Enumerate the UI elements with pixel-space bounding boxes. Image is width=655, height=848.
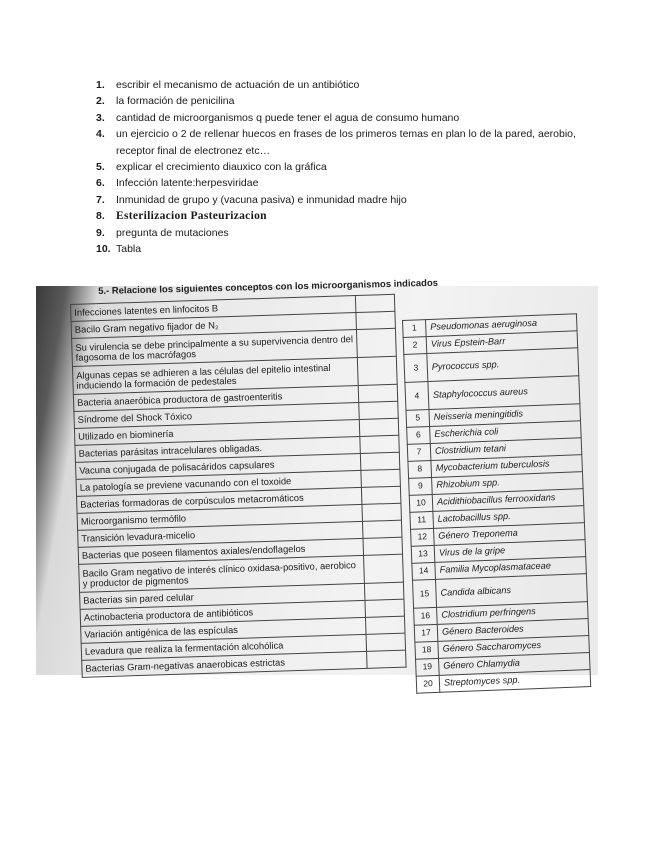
answer-cell — [364, 554, 404, 583]
organism-name: Género Saccharomyces — [438, 636, 590, 659]
organism-name: Virus de la gripe — [434, 540, 586, 563]
item-number: 5. — [96, 161, 105, 174]
organism-number: 5 — [406, 410, 430, 428]
organism-name: Candida albicans — [435, 574, 587, 608]
item-number: 1. — [96, 79, 105, 91]
item-number: 7. — [96, 193, 105, 206]
organism-number: 10 — [409, 494, 433, 512]
item-text: cantidad de microorganismos q puede tener el agua de consumo humano — [116, 111, 460, 124]
answer-cell — [365, 599, 405, 617]
answer-cell — [360, 435, 400, 453]
list-item — [96, 77, 616, 93]
answer-cell — [360, 452, 400, 470]
item-text: escribir el mecanismo de actuación de un antibiótico — [116, 79, 360, 91]
answer-cell — [367, 650, 407, 668]
organism-number: 6 — [407, 427, 431, 445]
organism-number: 16 — [414, 607, 438, 625]
organism-number: 8 — [408, 460, 432, 478]
organism-name: Neisseria meningitidis — [429, 404, 581, 427]
organism-number: 4 — [405, 382, 429, 411]
organism-number: 9 — [409, 477, 433, 495]
concept-text: Variación antigénica de las espículas — [81, 617, 366, 643]
organism-name: Pseudomonas aeruginosa — [426, 314, 578, 337]
item-number: 10. — [96, 243, 111, 256]
item-number: 4. — [96, 128, 105, 141]
item-text: pregunta de mutaciones — [116, 226, 229, 239]
item-text-continuation: receptor final de electronez etc… — [116, 144, 271, 157]
concept-text: Bacterias sin pared celular — [80, 583, 365, 609]
concepts-table — [70, 294, 407, 678]
answer-cell — [359, 418, 399, 436]
item-number: 9. — [96, 226, 105, 239]
concept-text: Utilizado en biominería — [74, 419, 359, 445]
answer-cell — [362, 503, 402, 521]
item-text: Infección latente:herpesviridae — [116, 177, 259, 190]
organism-number: 3 — [404, 354, 428, 383]
organism-name: Familia Mycoplasmataceae — [435, 557, 587, 580]
organism-name: Virus Epstein-Barr — [426, 331, 578, 354]
organism-number: 7 — [407, 444, 431, 462]
exam-question-heading: 5.- Relacione los siguientes conceptos con los microorganismos indicados — [98, 277, 439, 297]
answer-cell — [366, 633, 406, 651]
item-text: Inmunidad de grupo y (vacuna pasiva) e inmunidad madre hijo — [116, 193, 407, 206]
concept-text: Microorganismo termófilo — [77, 504, 362, 530]
list-item — [96, 93, 616, 109]
concept-text: Bacteria anaeróbica productora de gastroenteritis — [73, 385, 358, 411]
organism-number: 12 — [411, 528, 435, 546]
answer-cell — [363, 537, 403, 555]
answer-cell — [361, 486, 401, 504]
answer-cell — [358, 384, 398, 402]
organism-number: 2 — [403, 337, 427, 355]
photographed-page — [36, 277, 598, 689]
item-number: 3. — [96, 111, 105, 124]
item-text: un ejercicio o 2 de rellenar huecos en frases de los primeros temas en plan lo de la pared, aerobio, — [116, 128, 576, 141]
organism-name: Acidithiobacillus ferrooxidans — [432, 489, 584, 512]
organism-name: Pyrococcus spp. — [427, 348, 579, 382]
concept-text: Bacilo Gram negativo fijador de N₂ — [71, 313, 356, 339]
answer-cell — [364, 582, 404, 600]
concept-text: Síndrome del Shock Tóxico — [74, 402, 359, 428]
list-item — [96, 126, 616, 159]
organism-number: 11 — [410, 511, 434, 529]
question-list — [96, 77, 616, 257]
list-item — [96, 208, 616, 224]
answer-cell — [359, 401, 399, 419]
organism-name: Escherichia coli — [430, 421, 582, 444]
item-number: 2. — [96, 95, 105, 108]
concept-text: Algunas cepas se adhieren a las células del epitelio intestinal induciendo la formación de pedestales — [72, 358, 358, 395]
answer-cell — [365, 616, 405, 634]
concept-text: Bacterias formadoras de corpúsculos metacromáticos — [77, 487, 362, 513]
organism-number: 17 — [414, 624, 438, 642]
organism-name: Género Treponema — [434, 523, 586, 546]
item-number: 6. — [96, 177, 105, 190]
item-text: explicar el crecimiento diauxico con la gráfica — [116, 161, 327, 174]
organism-number: 20 — [416, 675, 440, 693]
item-text: Esterilizacion Pasteurizacion — [116, 210, 267, 223]
concept-text: Actinobacteria productora de antibióticos — [80, 600, 365, 626]
organism-number: 19 — [416, 658, 440, 676]
organism-number: 1 — [403, 320, 427, 338]
item-text: la formación de penicilina — [116, 95, 235, 108]
organism-number: 15 — [412, 579, 436, 608]
answer-cell — [356, 311, 396, 329]
concept-text: Transición levadura-micelio — [78, 521, 363, 547]
concept-text: Bacterias que poseen filamentos axiales/endoflagelos — [78, 538, 363, 564]
concept-text: Infecciones latentes en linfocitos B — [71, 296, 356, 322]
organisms-table — [402, 313, 591, 693]
organism-number: 18 — [415, 641, 439, 659]
answer-cell — [362, 520, 402, 538]
item-text: Tabla — [116, 243, 142, 256]
organism-name: Género Bacteroides — [437, 619, 589, 642]
list-item — [96, 175, 616, 191]
organism-name: Staphylococcus aureus — [428, 376, 580, 410]
answer-cell — [357, 356, 397, 385]
organism-name: Lactobacillus spp. — [433, 506, 585, 529]
concept-text: Bacilo Gram negativo de interés clínico oxidasa-positivo, aerobico y productor de pigmentos — [79, 555, 365, 592]
organism-name: Género Chlamydia — [439, 653, 591, 676]
organism-number: 13 — [411, 545, 435, 563]
organism-name: Rhizobium spp. — [432, 472, 584, 495]
concept-text: Bacterias parásitas intracelulares obligadas. — [75, 436, 360, 462]
concept-text: Bacterias Gram-negativas anaerobicas estrictas — [82, 651, 367, 677]
organism-name: Streptomyces spp. — [439, 670, 591, 693]
item-number: 8. — [96, 210, 105, 223]
list-item — [96, 225, 616, 241]
answer-cell — [355, 294, 395, 312]
list-item — [96, 159, 616, 175]
organism-name: Clostridium perfringens — [437, 602, 589, 625]
list-item — [96, 110, 616, 126]
list-item — [96, 192, 616, 208]
organism-name: Mycobacterium tuberculosis — [431, 455, 583, 478]
concept-text: Levadura que realiza la fermentación alcohólica — [81, 634, 366, 660]
answer-cell — [356, 328, 396, 357]
concept-text: Vacuna conjugada de polisacáridos capsulares — [75, 453, 360, 479]
organism-name: Clostridium tetani — [430, 438, 582, 461]
list-item — [96, 241, 616, 257]
concept-text: Su virulencia se debe principalmente a su supervivencia dentro del fagosoma de los macrófagos — [72, 330, 358, 367]
answer-cell — [361, 469, 401, 487]
concept-text: La patología se previene vacunando con el toxoide — [76, 470, 361, 496]
exam-photo — [36, 277, 598, 689]
organism-number: 14 — [412, 562, 436, 580]
